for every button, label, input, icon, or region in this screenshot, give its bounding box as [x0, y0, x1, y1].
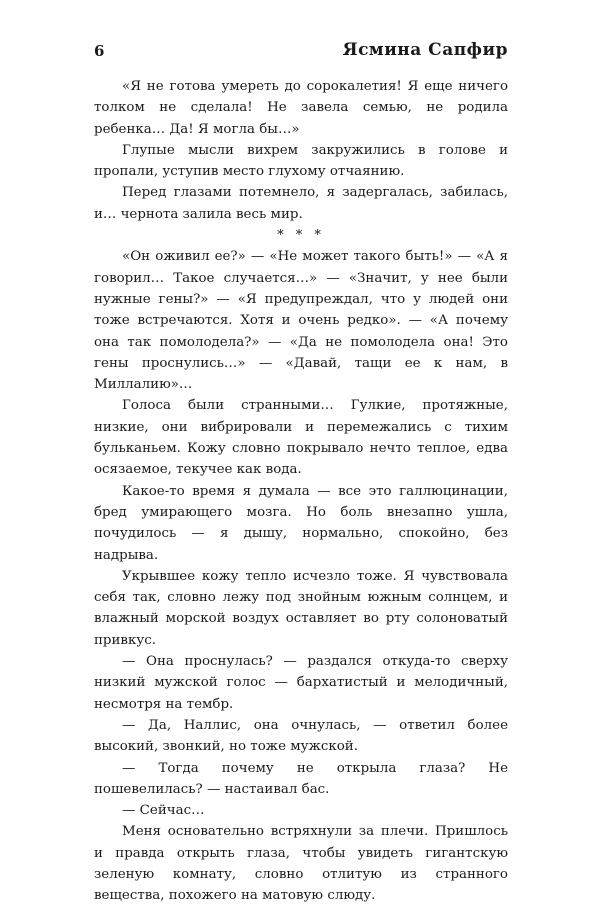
paragraph: Какое-то время я думала — все это галлюцинации, бред умирающего мозга. Но боль внезапно ушла, почудилось — я дышу, нормально, спокойно, без надрыва. [94, 483, 508, 563]
scene-separator: * * * [277, 228, 325, 244]
paragraph: «Я не готова умереть до сорокалетия! Я еще ничего толком не сделала! Не завела семью, не родила ребенка… Да! Я могла бы…» [94, 79, 508, 137]
paragraph: Голоса были странными… Гулкие, протяжные, низкие, они вибрировали и перемежались с тихим бульканьем. Кожу словно покрывало нечто теплое, едва осязаемое, текучее как вода. [94, 398, 508, 478]
paragraph: Глупые мысли вихрем закружились в голове и пропали, уступив место глухому отчаянию. [94, 142, 508, 180]
paragraph: Меня основательно встряхнули за плечи. Пришлось и правда открыть глаза, чтобы увидеть гигантскую зеленую комнату, словно отлитую из странного вещества, похожего на матовую слюду. [94, 824, 508, 904]
paragraph: — Она проснулась? — раздался откуда-то сверху низкий мужской голос — бархатистый и мелодичный, несмотря на тембр. [94, 654, 508, 712]
paragraph: — Тогда почему не открыла глаза? Не пошевелилась? — настаивал бас. [94, 760, 508, 797]
body-text [94, 76, 508, 907]
page-number: 6 [94, 42, 105, 60]
paragraph: «Он оживил ее?» — «Не может такого быть!» — «А я говорил… Такое случается…» — «Значит, у нее были нужные гены?» — «Я предупреждал, что у людей они тоже встречаются. Хотя и очень редко». — «А почему она так помолодела?» — «Да не помолодела она! Это гены проснулись…» — «Давай, тащи ее к нам, в Миллалию»… [94, 249, 508, 393]
running-head [94, 42, 508, 64]
paragraph: — Да, Наллис, она очнулась, — ответил более высокий, звонкий, но тоже мужской. [94, 717, 508, 755]
paragraph: Перед глазами потемнело, я задергалась, забилась, и… чернота залила весь мир. [94, 185, 508, 222]
paragraph: Укрывшее кожу тепло исчезло тоже. Я чувствовала себя так, словно лежу под знойным южным солнцем, и влажный морской воздух оставляет во рту солоноватый привкус. [94, 568, 508, 648]
paragraph: — Сейчас… [122, 803, 205, 819]
author-name: Ясмина Сапфир [342, 40, 508, 60]
